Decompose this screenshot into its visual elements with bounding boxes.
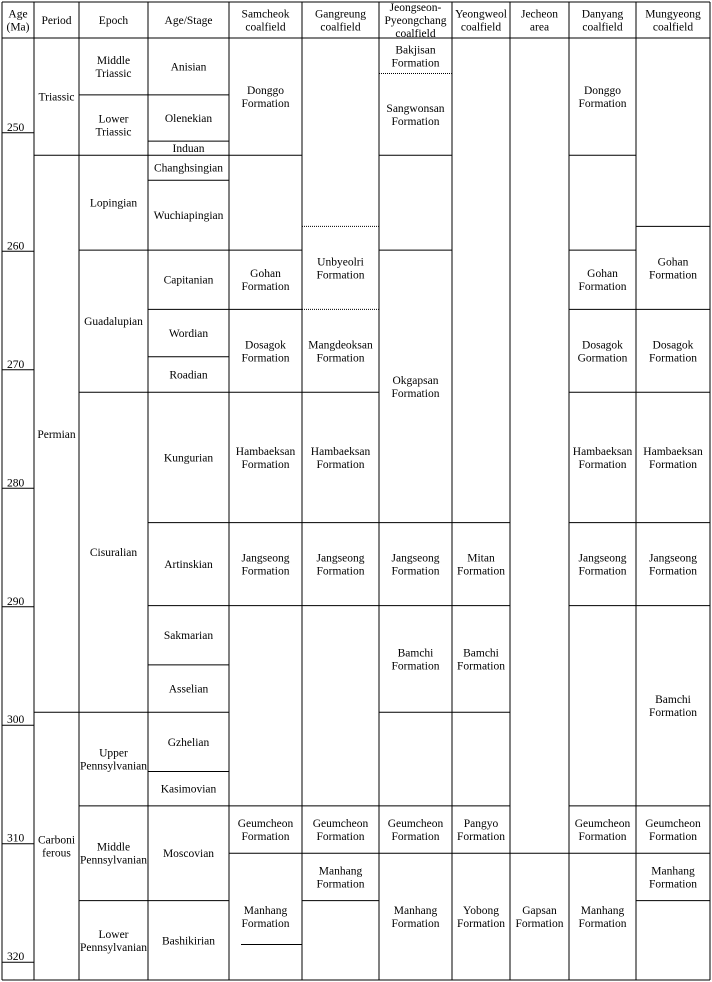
- mungyeong-cell: Dosagok Formation: [649, 339, 697, 365]
- epoch-cell: Lopingian: [89, 197, 138, 210]
- danyang-cell: Manhang Formation: [578, 905, 627, 931]
- header-mungyeong: Mungyeong coalfield: [645, 8, 701, 34]
- stage-cell: Induan: [172, 143, 205, 156]
- gangreung-cell: Geumcheon Formation: [312, 818, 369, 844]
- epoch-cell: Cisuralian: [89, 547, 138, 560]
- header-yeongweol: Yeongweol coalfield: [455, 8, 507, 34]
- yeongweol-cell: Pangyo Formation: [457, 818, 505, 844]
- stage-cell: Asselian: [168, 683, 209, 696]
- header-epoch: Epoch: [98, 15, 129, 27]
- samcheok-cell: Donggo Formation: [241, 85, 290, 111]
- mungyeong-cell: Bamchi Formation: [649, 694, 697, 720]
- stage-cell: Moscovian: [162, 848, 215, 861]
- jeongseon-cell: Bakjisan Formation: [391, 44, 440, 70]
- gangreung-cell: Manhang Formation: [316, 865, 365, 891]
- mungyeong-cell: Geumcheon Formation: [645, 818, 701, 844]
- gangreung-cell: Unbyeolri Formation: [316, 256, 365, 282]
- header-jecheon: Jecheon area: [520, 8, 559, 34]
- age-tick-label-280: 280: [7, 477, 25, 490]
- stage-cell: Wordian: [168, 328, 209, 341]
- jeongseon-cell: Sangwonsan Formation: [386, 102, 445, 128]
- header-period: Period: [41, 15, 72, 27]
- stage-cell: Changhsingian: [154, 162, 223, 175]
- samcheok-cell: Geumcheon Formation: [237, 818, 294, 844]
- header-stage: Age/Stage: [164, 15, 213, 27]
- yeongweol-cell: Mitan Formation: [457, 552, 505, 578]
- stage-cell: Artinskian: [164, 559, 213, 572]
- period-cell: Triassic: [38, 91, 75, 104]
- stage-cell: Bashikirian: [161, 935, 216, 948]
- mungyeong-cell: Hambaeksan Formation: [643, 445, 703, 471]
- stage-cell: Sakmarian: [163, 630, 214, 643]
- danyang-cell: Gohan Formation: [578, 268, 627, 294]
- epoch-cell: Middle Pennsylvanian: [79, 841, 148, 867]
- age-tick-label-310: 310: [7, 832, 25, 845]
- chart-labels: [7, 2, 703, 963]
- gangreung-cell: Hambaeksan Formation: [310, 445, 371, 471]
- stage-cell: Kungurian: [163, 452, 214, 465]
- stage-cell: Gzhelian: [167, 736, 210, 749]
- samcheok-cell: Dosagok Formation: [241, 339, 290, 365]
- epoch-cell: Middle Triassic: [95, 54, 132, 80]
- jeongseon-cell: Okgapsan Formation: [391, 374, 440, 400]
- mungyeong-cell: Jangseong Formation: [649, 552, 697, 578]
- danyang-cell: Donggo Formation: [578, 85, 627, 111]
- danyang-cell: Hambaeksan Formation: [572, 445, 633, 471]
- age-tick-label-300: 300: [7, 714, 25, 727]
- epoch-cell: Guadalupian: [84, 316, 143, 329]
- period-cell: Carboni ferous: [37, 834, 76, 860]
- age-tick-label-260: 260: [7, 240, 25, 253]
- danyang-cell: Jangseong Formation: [578, 552, 627, 578]
- jecheon-cell: Gapsan Formation: [515, 905, 564, 931]
- samcheok-cell: Manhang Formation: [241, 905, 290, 931]
- yeongweol-cell: Bamchi Formation: [457, 647, 505, 673]
- danyang-cell: Dosagok Gormation: [577, 339, 628, 365]
- age-tick-label-290: 290: [7, 595, 25, 608]
- period-cell: Permian: [37, 428, 76, 441]
- header-samcheok: Samcheok coalfield: [241, 8, 290, 34]
- header-gangreung: Gangreung coalfield: [314, 8, 367, 34]
- mungyeong-cell: Gohan Formation: [649, 256, 697, 282]
- samcheok-cell: Gohan Formation: [241, 268, 290, 294]
- jeongseon-cell: Jangseong Formation: [391, 552, 440, 578]
- epoch-cell: Upper Pennsylvanian: [79, 747, 148, 773]
- stage-cell: Kasimovian: [160, 783, 217, 796]
- stage-cell: Olenekian: [164, 112, 213, 125]
- stage-cell: Anisian: [170, 61, 207, 74]
- epoch-cell: Lower Triassic: [95, 113, 132, 139]
- gangreung-cell: Jangseong Formation: [316, 552, 365, 578]
- age-tick-label-320: 320: [7, 951, 25, 964]
- epoch-cell: Lower Pennsylvanian: [79, 928, 148, 954]
- gangreung-cell: Mangdeoksan Formation: [308, 339, 373, 365]
- jeongseon-cell: Geumcheon Formation: [387, 818, 444, 844]
- header-danyang: Danyang coalfield: [581, 8, 624, 34]
- danyang-cell: Geumcheon Formation: [574, 818, 631, 844]
- header-jeongseon: Jeongseon-Pyeongchang coalfield: [384, 2, 447, 40]
- jeongseon-cell: Bamchi Formation: [391, 647, 440, 673]
- header-age: Age (Ma): [6, 8, 30, 34]
- age-tick-label-270: 270: [7, 358, 25, 371]
- jeongseon-cell: Manhang Formation: [391, 905, 440, 931]
- stage-cell: Wuchiapingian: [153, 210, 224, 223]
- samcheok-cell: Hambaeksan Formation: [235, 445, 296, 471]
- stage-cell: Capitanian: [163, 274, 214, 287]
- mungyeong-cell: Manhang Formation: [649, 865, 697, 891]
- yeongweol-cell: Yobong Formation: [457, 905, 505, 931]
- stage-cell: Roadian: [169, 369, 208, 382]
- age-tick-label-250: 250: [7, 121, 25, 134]
- samcheok-cell: Jangseong Formation: [241, 552, 290, 578]
